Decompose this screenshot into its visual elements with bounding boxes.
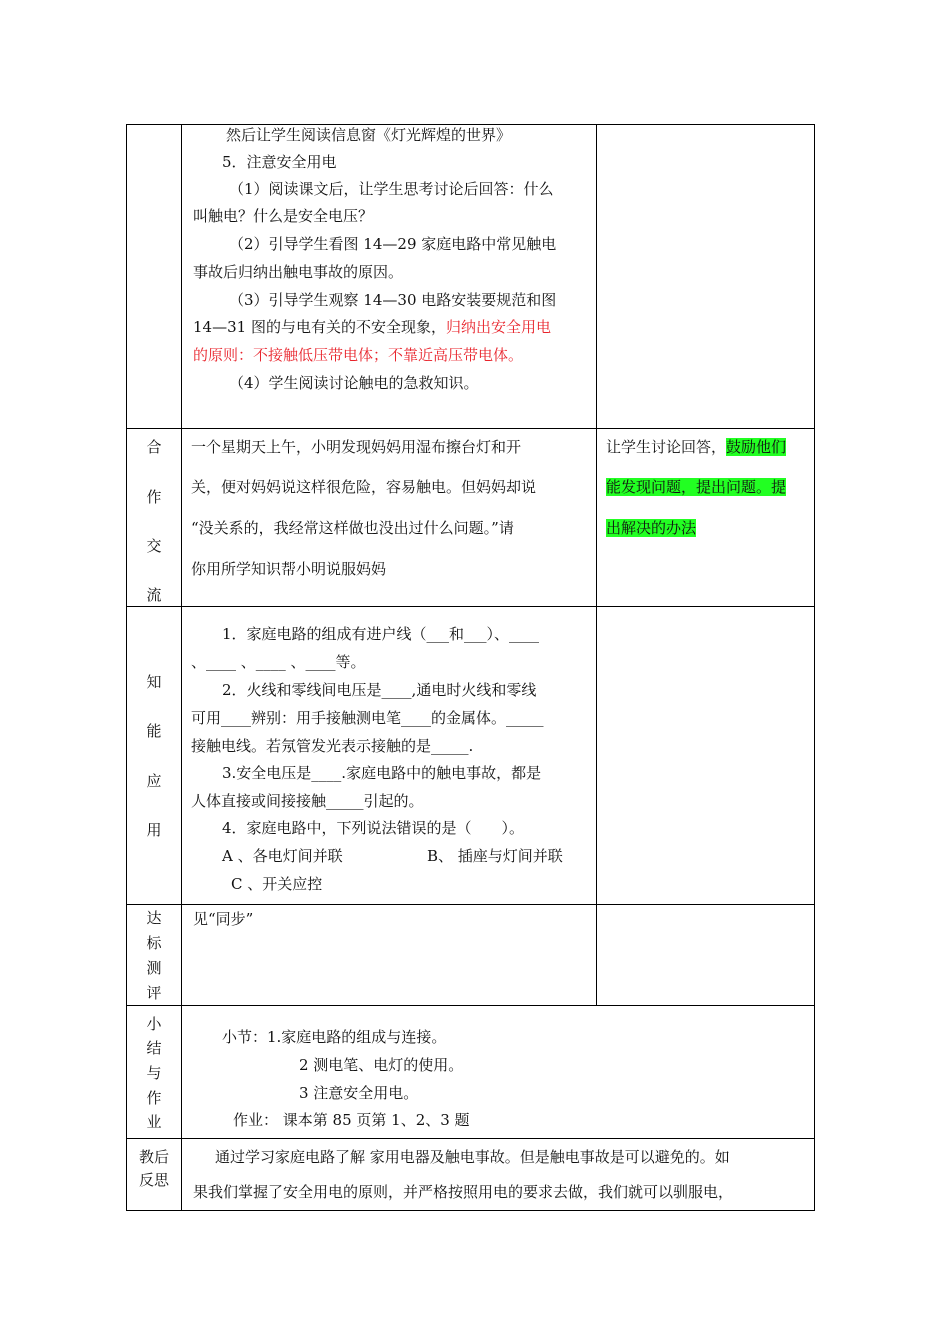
text-line: 5．注意安全用电 <box>222 153 337 171</box>
row-label-char: 结 <box>146 1039 162 1057</box>
table-border-bottom <box>126 1210 815 1211</box>
question-line: 人体直接或间接接触_____引起的。 <box>191 792 424 810</box>
row-separator <box>126 1138 815 1139</box>
question-line: 可用____辨别：用手接触测电笔____的金属体。_____ <box>191 709 544 727</box>
question-line: 1．家庭电路的组成有进户线（___和___）、____ <box>222 625 540 643</box>
row-label-text: 教后 <box>138 1148 169 1166</box>
assessment-text: 见“同步” <box>193 910 254 928</box>
option-a: A 、各电灯间并联 <box>222 847 343 865</box>
highlighted-text: 能发现问题，提出问题。提 <box>606 478 787 496</box>
reflection-line: 果我们掌握了安全用电的原则，并严格按照用电的要求去做，我们就可以驯服电， <box>193 1183 734 1201</box>
row-separator <box>126 428 815 429</box>
summary-line: 3 注意安全用电。 <box>299 1084 419 1102</box>
text-line: 然后让学生阅读信息窗《灯光辉煌的世界》 <box>226 126 512 144</box>
teacher-note <box>606 477 786 497</box>
text-segment: 14—31 图的与电有关的不安全现象， <box>193 318 446 336</box>
question-line: 2．火线和零线间电压是____,通电时火线和零线 <box>222 681 537 699</box>
highlighted-text: 出解决的办法 <box>606 519 697 537</box>
row-label-char: 评 <box>146 984 162 1002</box>
reflection-line: 通过学习家庭电路了解 家用电器及触电事故。但是触电事故是可以避免的。如 <box>215 1148 730 1166</box>
text-line: （1）阅读课文后，让学生思考讨论后回答：什么 <box>229 180 554 198</box>
row-separator <box>126 904 815 905</box>
teacher-note <box>606 518 696 538</box>
row-label-char: 与 <box>146 1064 162 1082</box>
safety-principle-title: 归纳出安全用电 <box>445 318 551 336</box>
text-line <box>193 317 551 337</box>
question-line: 4．家庭电路中，下列说法错误的是（ ）。 <box>222 819 525 837</box>
row-label-char: 标 <box>146 934 162 952</box>
question-line: 、____ 、____ 、____等。 <box>191 653 366 671</box>
summary-line: 小节：1.家庭电路的组成与连接。 <box>222 1028 447 1046</box>
text-line: “没关系的，我经常这样做也没出过什么问题。”请 <box>191 519 514 537</box>
text-segment: 让学生讨论回答， <box>606 438 727 456</box>
highlighted-text: 鼓励他们 <box>726 438 787 456</box>
row-label-char: 业 <box>146 1113 162 1131</box>
row-label-char: 作 <box>146 1089 162 1107</box>
text-line: 关，便对妈妈说这样很危险，容易触电。但妈妈却说 <box>191 478 537 496</box>
row-label-char: 交 <box>146 537 162 555</box>
row-label-char: 能 <box>146 722 162 740</box>
table-border-right <box>814 124 815 1211</box>
row-label-char: 达 <box>146 909 162 927</box>
row-label-char: 测 <box>146 959 162 977</box>
table-divider-label <box>181 124 182 1211</box>
row-separator <box>126 606 815 607</box>
text-line: （3）引导学生观察 14—30 电路安装要规范和图 <box>229 291 557 309</box>
teacher-note <box>606 437 786 457</box>
text-line: 你用所学知识帮小明说服妈妈 <box>191 560 387 578</box>
text-line: （2）引导学生看图 14—29 家庭电路中常见触电 <box>229 235 557 253</box>
question-line: 3.安全电压是____.家庭电路中的触电事故，都是 <box>222 764 542 782</box>
row-label-text: 反思 <box>138 1171 169 1189</box>
summary-line: 2 测电笔、电灯的使用。 <box>299 1056 464 1074</box>
row-label-char: 用 <box>146 821 162 839</box>
text-line: 一个星期天上午，小明发现妈妈用湿布擦台灯和开 <box>191 438 522 456</box>
safety-principle: 的原则：不接触低压带电体；不靠近高压带电体。 <box>193 346 524 364</box>
row-label-char: 小 <box>146 1015 162 1033</box>
row-label-char: 流 <box>146 586 162 604</box>
row-label-char: 知 <box>146 673 162 691</box>
question-line: 接触电线。若氖管发光表示接触的是_____. <box>191 737 474 755</box>
option-b: B、 插座与灯间并联 <box>427 847 563 865</box>
text-line: 叫触电？什么是安全电压？ <box>193 207 374 225</box>
homework-line: 作业： 课本第 85 页第 1、2、3 题 <box>233 1111 470 1129</box>
row-separator <box>126 1005 815 1006</box>
option-c: C 、开关应控 <box>231 875 323 893</box>
row-label-char: 作 <box>146 488 162 506</box>
text-line: （4）学生阅读讨论触电的急救知识。 <box>229 374 479 392</box>
table-divider-note <box>596 124 597 1005</box>
row-label-char: 应 <box>146 772 162 790</box>
text-line: 事故后归纳出触电事故的原因。 <box>193 263 404 281</box>
row-label-char: 合 <box>146 438 162 456</box>
